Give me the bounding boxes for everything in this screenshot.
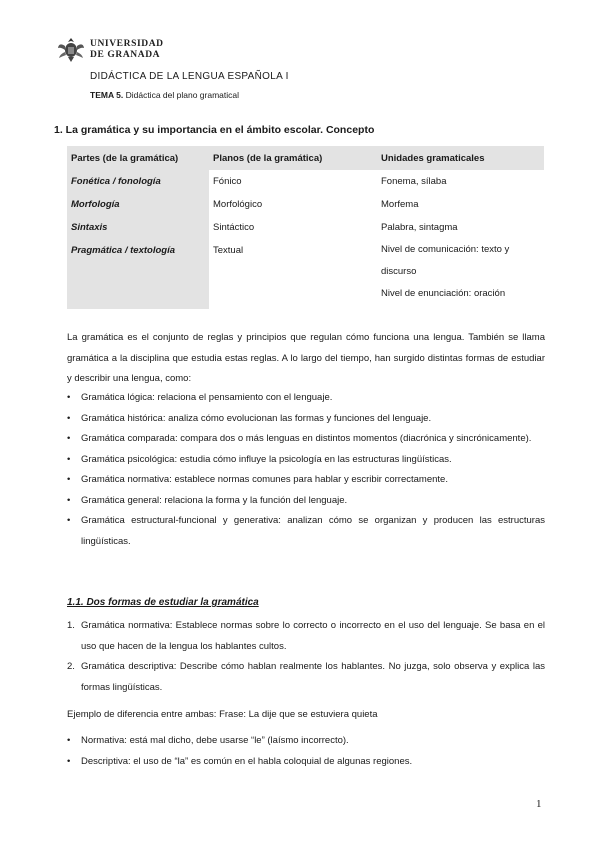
list-item: • Gramática normativa: establece normas comunes para hablar y escribir correctamente. [67, 470, 545, 491]
course-title: DIDÁCTICA DE LA LENGUA ESPAÑOLA I [90, 71, 289, 82]
list-item-text: Gramática normativa: Establece normas sobre lo correcto o incorrecto en el uso del lenguaje. Se basa en el uso que hacen de la lengua los hablantes cultos. [81, 620, 545, 652]
page-number: 1 [536, 798, 542, 810]
table-cell-line: Nivel de comunicación: texto y discurso [381, 244, 510, 277]
list-item: • Normativa: está mal dicho, debe usarse “le” (laísmo incorrecto). [67, 730, 545, 751]
list-item: • Gramática estructural-funcional y generativa: analizan cómo se organizan y producen las estructuras lingüísticas. [67, 511, 545, 552]
example-intro: Ejemplo de diferencia entre ambas: Frase: La dije que se estuviera quieta [67, 709, 378, 720]
table-cell: Sintaxis [67, 216, 209, 239]
table-cell: Fonética / fonología [67, 170, 209, 193]
university-name-line1: UNIVERSIDAD [90, 39, 164, 49]
section-heading: 1. La gramática y su importancia en el ámbito escolar. Concepto [54, 124, 375, 136]
table-cell: Morfología [67, 193, 209, 216]
tema-title: Didáctica del plano gramatical [125, 90, 239, 100]
tema-line [90, 90, 239, 100]
table-header-cell: Partes (de la gramática) [67, 146, 209, 170]
table-cell: Morfológico [213, 199, 263, 210]
table-cell [377, 239, 544, 309]
list-item: • Gramática general: relaciona la forma y la función del lenguaje. [67, 491, 545, 512]
list-item: • Gramática lógica: relaciona el pensamiento con el lenguaje. [67, 388, 545, 409]
list-item-text: Gramática descriptiva: Describe cómo hablan realmente los hablantes. No juzga, solo observa y explica las formas lingüísticas. [81, 661, 545, 693]
table-cell: Morfema [381, 199, 419, 210]
grammar-table [67, 146, 544, 309]
table-row [67, 193, 544, 216]
list-number: 1. [67, 620, 75, 631]
table-cell: Fonema, sílaba [381, 176, 447, 187]
list-item: • Gramática histórica: analiza cómo evolucionan las formas y funciones del lenguaje. [67, 409, 545, 430]
table-cell: Pragmática / textología [67, 239, 209, 309]
university-name-line2: DE GRANADA [90, 50, 161, 60]
list-item [67, 616, 545, 657]
numbered-list [67, 616, 545, 698]
list-item: • Gramática psicológica: estudia cómo influye la psicología en las estructuras lingüísticas. [67, 450, 545, 471]
intro-paragraph: La gramática es el conjunto de reglas y principios que regulan cómo funciona una lengua. También se llama gramática a la disciplina que estudia estas reglas. A lo largo del tiempo, han surgido distintas formas de estudiar y describir una lengua, como: [67, 332, 545, 384]
table-cell: Sintáctico [213, 222, 255, 233]
university-crest-icon [56, 36, 86, 64]
table-row [67, 170, 544, 193]
table-cell: Fónico [213, 176, 242, 187]
table-header-cell: Planos (de la gramática) [209, 146, 377, 170]
list-number: 2. [67, 661, 75, 672]
list-item: • Gramática comparada: compara dos o más lenguas en distintos momentos (diacrónica y sincrónicamente). [67, 429, 545, 450]
grammar-types-list [67, 388, 545, 552]
table-row [67, 239, 544, 309]
table-header-cell: Unidades gramaticales [377, 146, 544, 170]
table-cell: Palabra, sintagma [381, 222, 458, 233]
tema-label: TEMA 5. [90, 90, 124, 100]
example-list [67, 730, 545, 772]
list-item: • Descriptiva: el uso de “la” es común en el habla coloquial de algunas regiones. [67, 751, 545, 772]
table-row [67, 216, 544, 239]
table-cell: Textual [213, 245, 244, 256]
list-item [67, 657, 545, 698]
table-cell-line: Nivel de enunciación: oración [381, 288, 506, 299]
table-header-row [67, 146, 544, 170]
subsection-heading: 1.1. Dos formas de estudiar la gramática [67, 597, 259, 608]
university-name [90, 39, 164, 61]
